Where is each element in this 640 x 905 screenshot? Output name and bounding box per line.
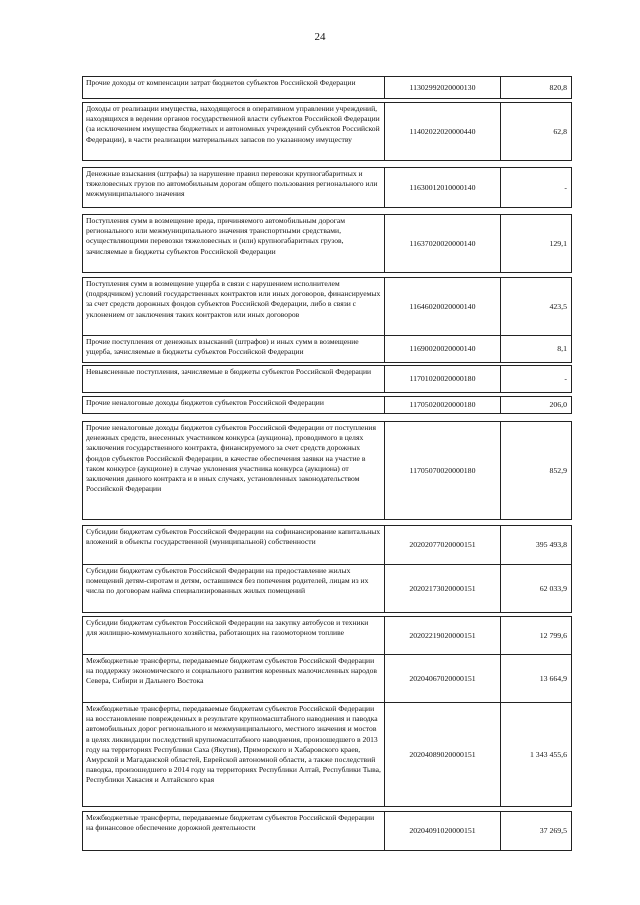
table-row (83, 422, 572, 520)
table-row (83, 77, 572, 99)
table-row (83, 168, 572, 208)
row-name-cell: Поступления сумм в возмещение ущерба в связи с нарушением исполнителем (подрядчиком) условий государственных контрактов или иных договоров, финансируемых за счет средств дорожных фондов субъектов Российской Федерации, либо в связи с уклонением от заключения таких контрактов или иных договоров (83, 278, 385, 336)
table-body (83, 77, 572, 851)
row-name-cell: Доходы от реализации имущества, находящегося в оперативном управлении учреждений, находящихся в ведении органов государственной власти субъектов Российской Федерации (за исключением имущества бюджетных и автономных учреждений субъектов Российской Федерации), в части реализации материальных запасов по указанному имуществу (83, 103, 385, 161)
table-row (83, 103, 572, 161)
row-code-cell: 11705020020000180 (385, 397, 501, 414)
table-row (83, 812, 572, 851)
row-code-cell: 11705070020000180 (385, 422, 501, 520)
row-amount-cell: 8,1 (501, 336, 572, 363)
row-code-cell: 20204067020000151 (385, 655, 501, 703)
row-amount-cell: 820,8 (501, 77, 572, 99)
row-spacer (83, 414, 572, 422)
table-row (83, 526, 572, 565)
row-code-cell: 20202173020000151 (385, 565, 501, 613)
table-row (83, 336, 572, 363)
row-code-cell: 11701020020000180 (385, 366, 501, 393)
row-name-cell: Прочие поступления от денежных взысканий (штрафов) и иных сумм в возмещение ущерба, зачисляемые в бюджеты субъектов Российской Федерации (83, 336, 385, 363)
row-name-cell: Поступления сумм в возмещение вреда, причиняемого автомобильным дорогам регионального или межмуниципального значения транспортными средствами, осуществляющими перевозки тяжеловесных и (или) крупногабаритных грузов, зачисляемые в бюджеты субъектов Российской Федерации (83, 215, 385, 273)
row-amount-cell: 423,5 (501, 278, 572, 336)
row-code-cell: 11402022020000440 (385, 103, 501, 161)
table-row (83, 215, 572, 273)
row-name-cell: Прочие неналоговые доходы бюджетов субъектов Российской Федерации от поступления денежных средств, внесенных участником конкурса (аукциона), проводимого в целях заключения государственного контракта, финансируемого за счет средств дорожных фондов субъектов Российской Федерации, в качестве обеспечения заявки на участие в таком конкурсе (аукционе) в случае уклонения участника конкурса (аукциона) от заключения данного контракта и в иных случаях, установленных законодательством Российской Федерации (83, 422, 385, 520)
table-row (83, 655, 572, 703)
row-amount-cell: 852,9 (501, 422, 572, 520)
row-code-cell: 11637020020000140 (385, 215, 501, 273)
row-code-cell: 11630012010000140 (385, 168, 501, 208)
row-amount-cell: 12 799,6 (501, 617, 572, 655)
row-amount-cell: 37 269,5 (501, 812, 572, 851)
table-row (83, 366, 572, 393)
row-spacer-cell (83, 414, 572, 422)
row-name-cell: Субсидии бюджетам субъектов Российской Федерации на софинансирование капитальных вложений в объекты государственной (муниципальной) собственности (83, 526, 385, 565)
row-name-cell: Невыясненные поступления, зачисляемые в бюджеты субъектов Российской Федерации (83, 366, 385, 393)
row-name-cell: Прочие неналоговые доходы бюджетов субъектов Российской Федерации (83, 397, 385, 414)
row-code-cell: 11690020020000140 (385, 336, 501, 363)
row-amount-cell: 395 493,8 (501, 526, 572, 565)
row-amount-cell: 13 664,9 (501, 655, 572, 703)
table-row (83, 565, 572, 613)
row-amount-cell: 62,8 (501, 103, 572, 161)
row-code-cell: 11646020020000140 (385, 278, 501, 336)
row-code-cell: 20202077020000151 (385, 526, 501, 565)
row-code-cell: 20204089020000151 (385, 703, 501, 807)
row-amount-cell: 129,1 (501, 215, 572, 273)
row-name-cell: Денежные взыскания (штрафы) за нарушение правил перевозки крупногабаритных и тяжеловесных грузов по автомобильным дорогам общего пользования регионального или межмуниципального значения (83, 168, 385, 208)
row-code-cell: 20202219020000151 (385, 617, 501, 655)
table-row (83, 397, 572, 414)
row-name-cell: Субсидии бюджетам субъектов Российской Федерации на закупку автобусов и техники для жилищно-коммунального хозяйства, работающих на газомоторном топливе (83, 617, 385, 655)
row-amount-cell: 1 343 455,6 (501, 703, 572, 807)
page-number: 24 (314, 31, 326, 43)
row-code-cell: 11302992020000130 (385, 77, 501, 99)
row-amount-cell: 62 033,9 (501, 565, 572, 613)
row-code-cell: 20204091020000151 (385, 812, 501, 851)
row-spacer-cell (83, 208, 572, 215)
row-name-cell: Прочие доходы от компенсации затрат бюджетов субъектов Российской Федерации (83, 77, 385, 99)
row-name-cell: Межбюджетные трансферты, передаваемые бюджетам субъектов Российской Федерации на восстановление поврежденных в результате крупномасштабного наводнения и паводка автомобильных дорог регионального и межмуниципального, местного значения и мостов в целях ликвидации последствий крупномасштабного наводнения, произошедшего в 2013 году на территориях Республики Саха (Якутия), Приморского и Хабаровского краев, Амурской и Магаданской областей, Еврейской автономной области, а также последствий паводка, произошедшего в 2014 году на территориях Республики Алтай, Республики Тыва, Республики Хакасия и Алтайского края (83, 703, 385, 807)
budget-revenue-table (82, 76, 572, 851)
row-name-cell: Межбюджетные трансферты, передаваемые бюджетам субъектов Российской Федерации на финансовое обеспечение дорожной деятельности (83, 812, 385, 851)
row-amount-cell: - (501, 168, 572, 208)
row-amount-cell: - (501, 366, 572, 393)
row-spacer-cell (83, 161, 572, 168)
row-spacer (83, 208, 572, 215)
table-row (83, 617, 572, 655)
table-row (83, 278, 572, 336)
row-name-cell: Субсидии бюджетам субъектов Российской Федерации на предоставление жилых помещений детям-сиротам и детям, оставшимся без попечения родителей, лицам из их числа по договорам найма специализированных жилых помещений (83, 565, 385, 613)
row-spacer (83, 161, 572, 168)
row-amount-cell: 206,0 (501, 397, 572, 414)
row-name-cell: Межбюджетные трансферты, передаваемые бюджетам субъектов Российской Федерации на поддержку экономического и социального развития коренных малочисленных народов Севера, Сибири и Дальнего Востока (83, 655, 385, 703)
table-row (83, 703, 572, 807)
